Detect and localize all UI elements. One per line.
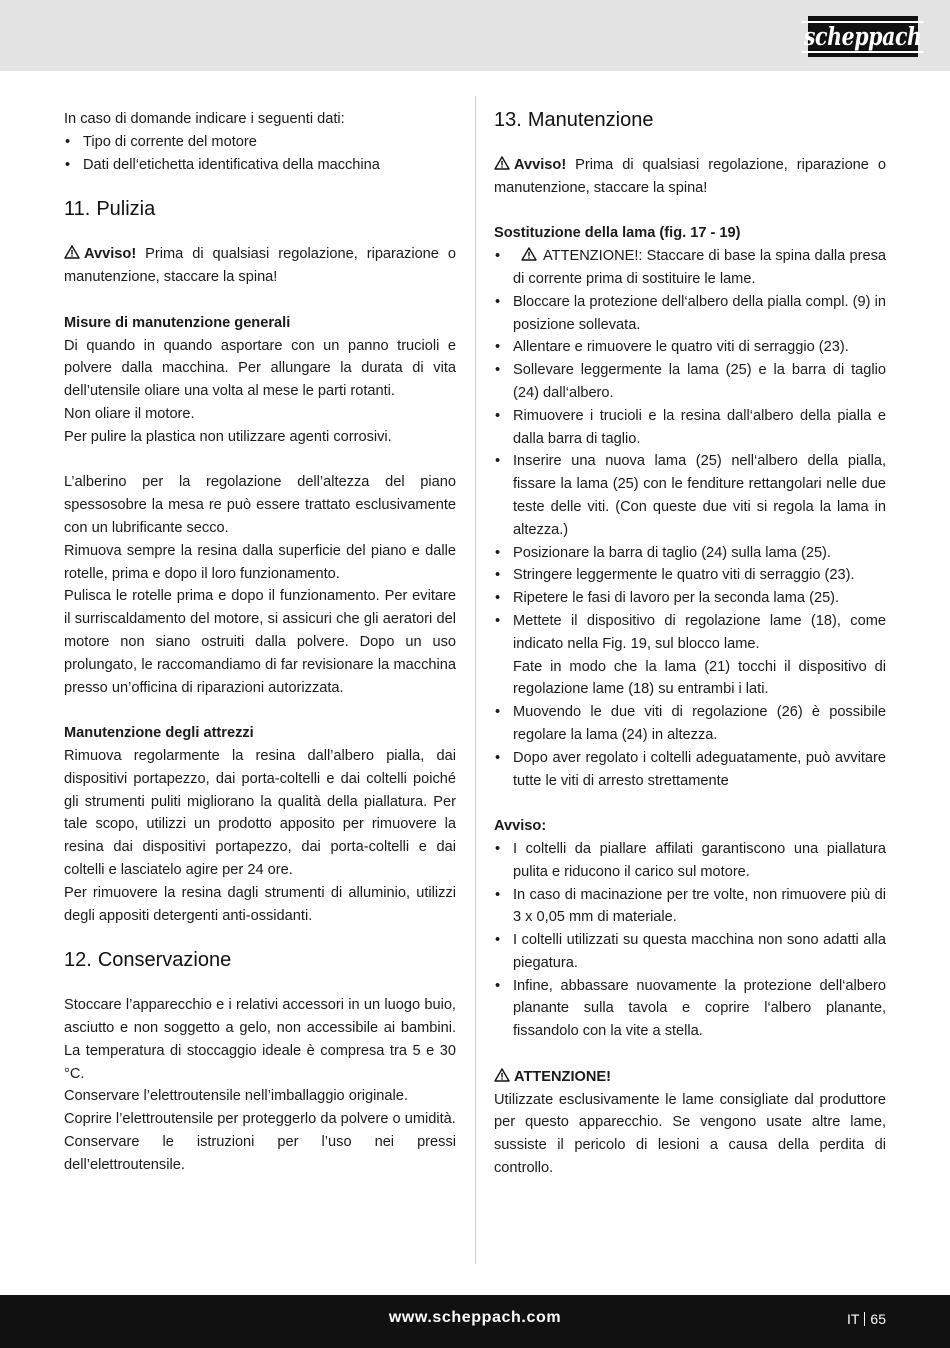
misure-paragraph: Non oliare il motore. bbox=[64, 405, 195, 422]
footer-bar bbox=[0, 1295, 950, 1348]
section-13-heading bbox=[494, 108, 886, 132]
conservazione-paragraph: Conservare l’elettroutensile nell’imballaggio originale. bbox=[64, 1088, 408, 1105]
lama-heading: Sostituzione della lama (fig. 17 - 19) bbox=[494, 225, 741, 242]
misure-heading: Misure di manutenzione generali bbox=[64, 314, 291, 331]
brand-logo-text: scheppach bbox=[802, 21, 925, 53]
header-bar bbox=[0, 0, 950, 71]
list-item: • Stringere leggermente le quatro viti di serraggio (23). bbox=[494, 564, 886, 587]
avviso-list bbox=[494, 838, 886, 1043]
left-column bbox=[64, 108, 456, 1177]
list-item: • Bloccare la protezione dell‘albero della pialla compl. (9) in posizione sollevata. bbox=[494, 291, 886, 337]
attenzione-paragraph: Utilizzate esclusivamente le lame consigliate dal produttore per questo apparecchio. Se vengono usate altre lame, sussiste il pericolo di lesioni a causa della perdita di controllo. bbox=[494, 1091, 886, 1177]
page-separator bbox=[864, 1312, 865, 1326]
list-item: • In caso di macinazione per tre volte, non rimuovere più di 3 x 0,05 mm di materiale. bbox=[494, 884, 886, 930]
attenzione-heading bbox=[494, 1066, 886, 1089]
s13-warning bbox=[494, 143, 886, 200]
intro-list bbox=[64, 131, 456, 177]
misure-paragraph: Per pulire la plastica non utilizzare agenti corrosivi. bbox=[64, 428, 392, 445]
list-item: • I coltelli utilizzati su questa macchina non sono adatti alla piegatura. bbox=[494, 929, 886, 975]
section-title: Pulizia bbox=[96, 198, 156, 221]
conservazione-paragraph: Coprire l’elettroutensile per proteggerlo da polvere o umidità. bbox=[64, 1111, 456, 1128]
s11-warning bbox=[64, 232, 456, 289]
avviso-heading: Avviso: bbox=[494, 818, 547, 835]
attenzione-label: ATTENZIONE! bbox=[514, 1068, 612, 1085]
column-divider bbox=[475, 96, 476, 1264]
conservazione-paragraph: Conservare le istruzioni per l’uso nei pressi dell’elettroutensile. bbox=[64, 1134, 456, 1173]
list-item: • Allentare e rimuovere le quatro viti di serraggio (23). bbox=[494, 336, 886, 359]
section-number: 11. bbox=[64, 198, 91, 221]
warning-triangle-icon bbox=[521, 247, 537, 261]
list-item bbox=[494, 245, 886, 291]
list-item: • Dopo aver regolato i coltelli adeguatamente, può avvitare tutte le viti di arresto strettamente bbox=[494, 747, 886, 793]
brand-logo bbox=[804, 16, 922, 57]
section-12-heading bbox=[64, 948, 456, 972]
section-12-heading-wrap bbox=[64, 927, 456, 983]
page-indicator bbox=[847, 1310, 886, 1327]
list-item-text: ATTENZIONE!: Staccare di base la spina dalla presa di corrente prima di sostituire le lame. bbox=[513, 248, 886, 287]
warning-text: Prima di qualsiasi regolazione, riparazione o manutenzione, staccare la spina! bbox=[494, 157, 886, 196]
list-item: • Rimuovere i trucioli e la resina dall‘albero della pialla e dalla barra di taglio. bbox=[494, 405, 886, 451]
section-title: Conservazione bbox=[97, 949, 232, 972]
list-item: • Dati dell‘etichetta identificativa della macchina bbox=[64, 154, 456, 177]
language-code: IT bbox=[846, 1311, 860, 1327]
section-number: 13. bbox=[494, 109, 522, 131]
warning-triangle-icon bbox=[494, 1068, 510, 1082]
list-item: • Ripetere le fasi di lavoro per la seconda lama (25). bbox=[494, 587, 886, 610]
section-11-heading bbox=[64, 197, 456, 221]
attrezzi-heading: Manutenzione degli attrezzi bbox=[64, 725, 254, 742]
right-column bbox=[494, 108, 886, 1180]
list-item: • Posizionare la barra di taglio (24) sulla lama (25). bbox=[494, 542, 886, 565]
section-number: 12. bbox=[64, 949, 92, 972]
alberino-paragraph: Pulisca le rotelle prima e dopo il funzionamento. Per evitare il surriscaldamento del motore, si assicuri che gli aeratori del motore non siano ostruiti dalla polvere. Dopo un uso prolungato, le raccomandiamo di far revisionare la macchina presso un’officina di riparazioni autorizzata. bbox=[64, 588, 456, 696]
list-item bbox=[494, 610, 886, 701]
list-item: • I coltelli da piallare affilati garantiscono una piallatura pulita e riducono il carico sul motore. bbox=[494, 838, 886, 884]
list-item: • Tipo di corrente del motore bbox=[64, 131, 456, 154]
alberino-paragraph: L’alberino per la regolazione dell’altezza del piano spessosobre la mesa re può essere trattato esclusivamente con un lubrificante secco. bbox=[64, 474, 456, 536]
list-item: • Infine, abbassare nuovamente la protezione dell‘albero planante sulla tavola e coprire l‘albero planante, fissandolo con la vite a stella. bbox=[494, 975, 886, 1043]
section-title: Manutenzione bbox=[527, 109, 654, 131]
list-item: • Inserire una nuova lama (25) nell‘albero della pialla, fissare la lama (25) con le fenditure rettangolari nelle due teste delle viti. (Con queste due viti si regola la lama in altezza.) bbox=[494, 450, 886, 541]
attrezzi-paragraph: Rimuova regolarmente la resina dall’albero pialla, dai dispositivi portapezzo, dai porta-coltelli e dai coltelli poiché gli strumenti puliti migliorano la qualità della piallatura. Per tale scopo, utilizzi un prodotto apposito per rimuovere la resina dai dispositivi portapezzo, dai porta-coltelli e dai coltelli e lasciatelo agire per 24 ore. bbox=[64, 747, 456, 878]
warning-label: Avviso! bbox=[84, 246, 137, 263]
warning-triangle-icon bbox=[494, 156, 510, 170]
attrezzi-paragraph: Per rimuovere la resina dagli strumenti di alluminio, utilizzi degli appositi detergenti anti-ossidanti. bbox=[64, 884, 456, 924]
section-11-heading-wrap bbox=[64, 176, 456, 232]
footer-website-link[interactable]: www.scheppach.com bbox=[388, 1309, 562, 1326]
page-number: 65 bbox=[870, 1311, 886, 1327]
warning-triangle-icon bbox=[64, 245, 80, 259]
warning-label: Avviso! bbox=[514, 157, 567, 173]
lama-steps-list bbox=[494, 245, 886, 792]
intro-text: In caso di domande indicare i seguenti dati: bbox=[64, 111, 345, 127]
warning-text: Prima di qualsiasi regolazione, riparazione o manutenzione, staccare la spina! bbox=[64, 246, 456, 286]
section-13-heading-wrap bbox=[494, 108, 886, 143]
list-item: • Muovendo le due viti di regolazione (26) è possibile regolare la lama (24) in altezza. bbox=[494, 701, 886, 747]
misure-paragraph: Di quando in quando asportare con un panno trucioli e polvere dalla macchina. Per allungare la durata di vita dell’utensile oliare una volta al mese le parti rotanti. bbox=[64, 337, 456, 400]
conservazione-paragraph: Stoccare l’apparecchio e i relativi accessori in un luogo buio, asciutto e non soggetto a gelo, non accessibile ai bambini. La temperatura di stoccaggio ideale è compresa tra 5 e 30 °C. bbox=[64, 997, 456, 1082]
list-item-continuation: Fate in modo che la lama (21) tocchi il dispositivo di regolazione lame (18) su entrambi i lati. bbox=[513, 658, 886, 698]
alberino-paragraph: Rimuova sempre la resina dalla superficie del piano e dalle rotelle, prima e dopo il loro funzionamento. bbox=[64, 542, 456, 582]
list-item-text: Mettete il dispositivo di regolazione lame (18), come indicato nella Fig. 19, sul blocco lame. bbox=[513, 612, 886, 652]
list-item: • Sollevare leggermente la lama (25) e la barra di taglio (24) dall‘albero. bbox=[494, 359, 886, 405]
